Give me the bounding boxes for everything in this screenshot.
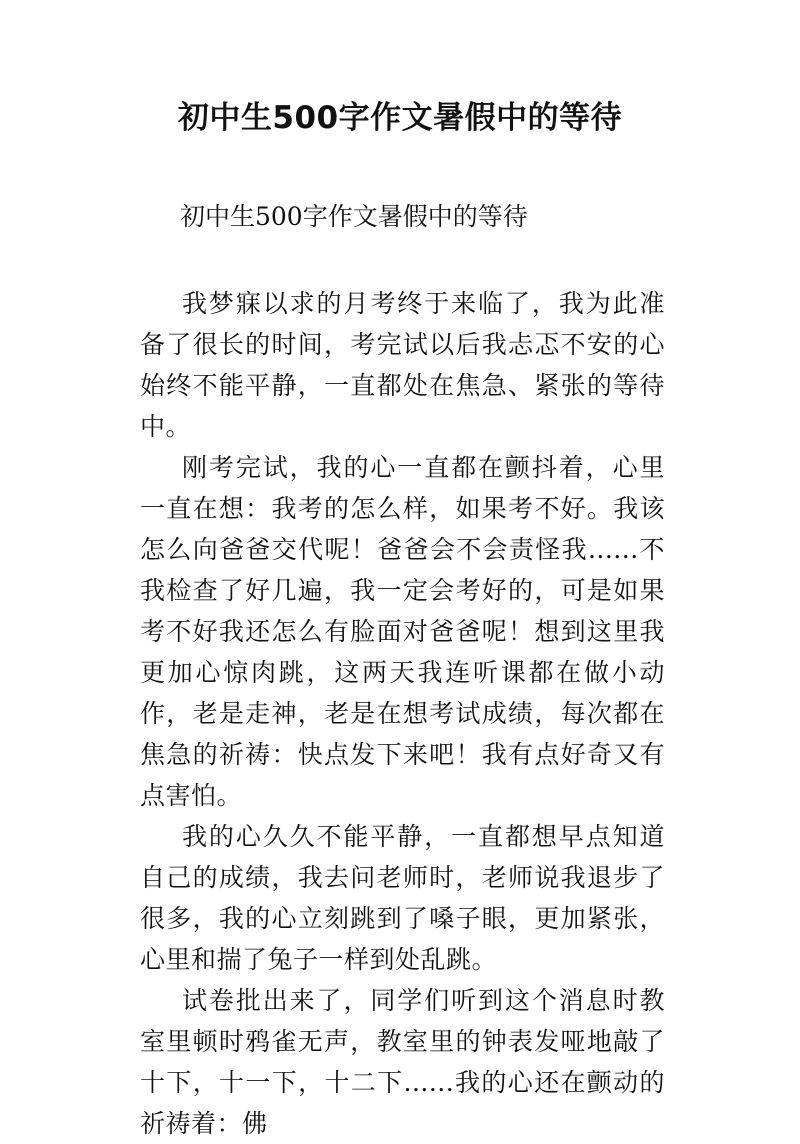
document-subtitle: 初中生500字作文暑假中的等待 [180,202,528,231]
document-title: 初中生500字作文暑假中的等待 [177,100,623,136]
paragraph: 我的心久久不能平静，一直都想早点知道自己的成绩，我去问老师时，老师说我退步了很多，我的心立刻跳到了嗓子眼，更加紧张，心里和揣了兔子一样到处乱跳。 [140,822,665,974]
article-body [140,283,665,1144]
paragraph: 试卷批出来了，同学们听到这个消息时教室里顿时鸦雀无声，教室里的钟表发哑地敲了十下，十一下，十二下......我的心还在颤动的祈祷着：佛 [140,986,665,1138]
paragraph: 我梦寐以求的月考终于来临了，我为此准备了很长的时间，考完试以后我忐忑不安的心始终不能平静，一直都处在焦急、紧张的等待中。 [140,289,665,441]
paragraph: 刚考完试，我的心一直都在颤抖着，心里一直在想：我考的怎么样，如果考不好。我该怎么向爸爸交代呢！爸爸会不会责怪我......不我检查了好几遍，我一定会考好的，可是如果考不好我还怎么有脸面对爸爸呢！想到这里我更加心惊肉跳，这两天我连听课都在做小动作，老是走神，老是在想考试成绩，每次都在焦急的祈祷：快点发下来吧！我有点好奇又有点害怕。 [140,453,665,810]
